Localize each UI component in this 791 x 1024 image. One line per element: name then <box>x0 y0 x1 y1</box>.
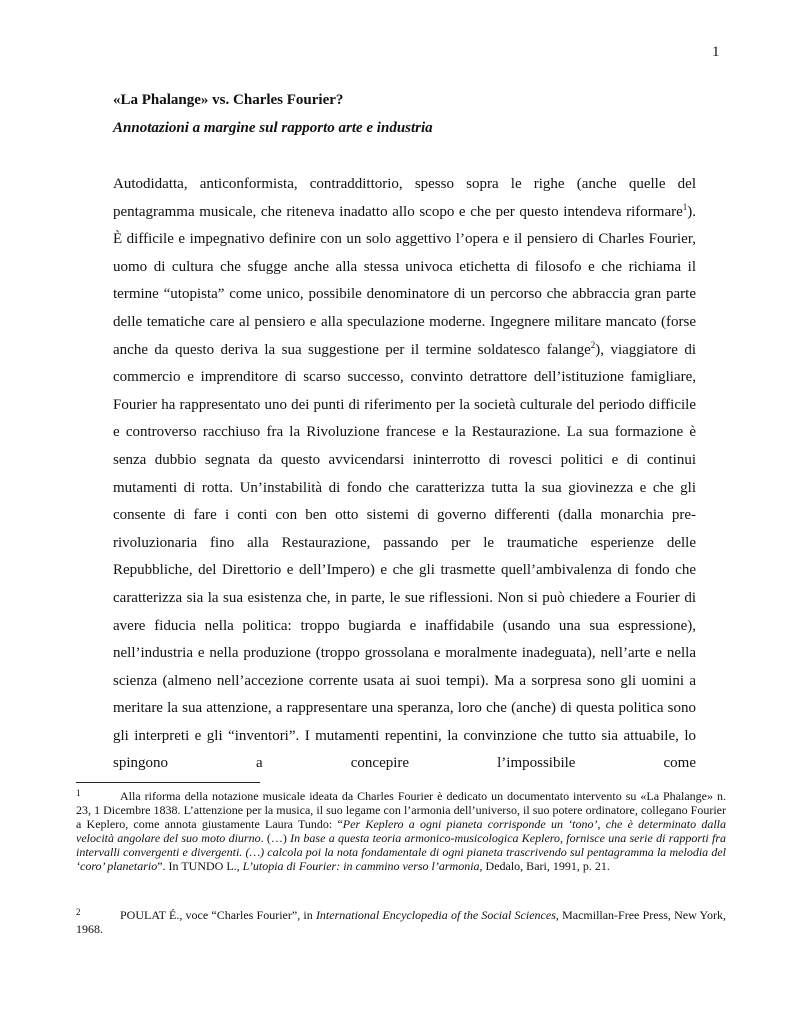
footnote-quote: In base a questa teoria armonico-musicologica Keplero, fornisce una serie di rapporti fra intervalli convergenti e divergenti. (…) calcola poi la nota fondamentale di ogni pianeta trascrivendo sul pentagramma la melodia del ‘coro’ planetario <box>76 831 727 873</box>
footnote-text-part: ”. In TUNDO L., <box>157 859 243 873</box>
footnote-book-title: International Encyclopedia of the Social Sciences <box>315 908 556 922</box>
body-text-part: Autodidatta, anticonformista, contraddittorio, spesso sopra le righe (anche quelle del pentagramma musicale, che riteneva inadatto allo scopo e che per questo intendeva riformare <box>113 176 696 220</box>
footnote-text-part: , Macmillan-Free Press, New York, 1968. <box>76 908 726 936</box>
document-subtitle: Annotazioni a margine sul rapporto arte e industria <box>113 120 433 136</box>
footnote <box>76 789 726 873</box>
page-number: 1 <box>712 44 720 60</box>
footnote-number: 1 <box>76 788 81 798</box>
footnote-text-part: , Dedalo, Bari, 1991, p. 21. <box>479 859 610 873</box>
footnote <box>76 908 726 936</box>
footnote-reference[interactable]: 1 <box>682 201 688 212</box>
footnote-book-title: L’utopia di Fourier: in cammino verso l’armonia <box>242 859 480 873</box>
footnote-reference[interactable]: 2 <box>590 339 596 350</box>
footnote-text-part: . (…) <box>260 831 291 845</box>
footnote-text <box>76 789 726 873</box>
footnote-text <box>76 908 726 936</box>
document-title: «La Phalange» vs. Charles Fourier? <box>113 92 344 108</box>
body-text-part: ), viaggiatore di commercio e imprenditore di scarso successo, convinto detrattore dell’istituzione famigliare, Fourier ha rappresentato uno dei punti di riferimento per la società culturale del periodo difficile e controverso racchiuso fra la Rivoluzione francese e la Restaurazione. La sua formazione è senza dubbio segnata da questo avvicendarsi ininterrotto di rovesci politici e di continui mutamenti di rotta. Un’instabilità di fondo che caratterizza tutta la sua giovinezza e che gli consente di fare i conti con ben otto sistemi di governo differenti (dalla monarchia pre-rivoluzionaria fino alla Restaurazione, passando per le traumatiche esperienze delle Repubbliche, del Direttorio e dell’Impero) e che gli trasmette quell’ambivalenza di fondo che caratterizza sia la sua esistenza che, in parte, le sue riflessioni. Non si può chiedere a Fourier di avere fiducia nella politica: troppo bugiarda e inaffidabile (usando una sua espressione), nell’industria e nella produzione (troppo grossolana e moralmente inadeguata), nell’arte e nella scienza (almeno nell’accezione corrente usata ai suoi tempi). Ma a sorpresa sono gli uomini a meritare la sua attenzione, a rappresentare una speranza, loro che (anche) di questa politica sono gli interpreti e gli “inventori”. I mutamenti repentini, la convinzione che tutto sia attuabile, lo spingono a concepire l’impossibile come <box>113 341 696 772</box>
body-text-part: ). È difficile e impegnativo definire con un solo aggettivo l’opera e il pensiero di Charles Fourier, uomo di cultura che sfugge anche alla stessa univoca etichetta di filosofo e che richiama il termine “utopista” come unico, possibile denominatore di un percorso che abbraccia gran parte delle tematiche care al pensiero e alla speculazione moderne. Ingegnere militare mancato (forse anche da questo deriva la sua suggestione per il termine soldatesco falange <box>113 203 696 358</box>
body-paragraph <box>113 171 696 778</box>
footnote-number: 2 <box>76 907 81 917</box>
footnote-text-part: POULAT É., voce “Charles Fourier”, in <box>120 908 316 922</box>
footnote-quote: Per Keplero a ogni pianeta corrisponde un ‘tono’, che è determinato dalla velocità angolare del suo moto diurno <box>76 817 726 845</box>
footnote-separator <box>76 782 260 783</box>
footnote-text-part: Alla riforma della notazione musicale ideata da Charles Fourier è dedicato un documentato intervento su «La Phalange» n. 23, 1 Dicembre 1838. L’attenzione per la musica, il suo legame con l’armonia dell’universo, il suo potere ordinatore, collegano Fourier a Keplero, come annota giustamente Laura Tundo: “ <box>76 789 726 831</box>
